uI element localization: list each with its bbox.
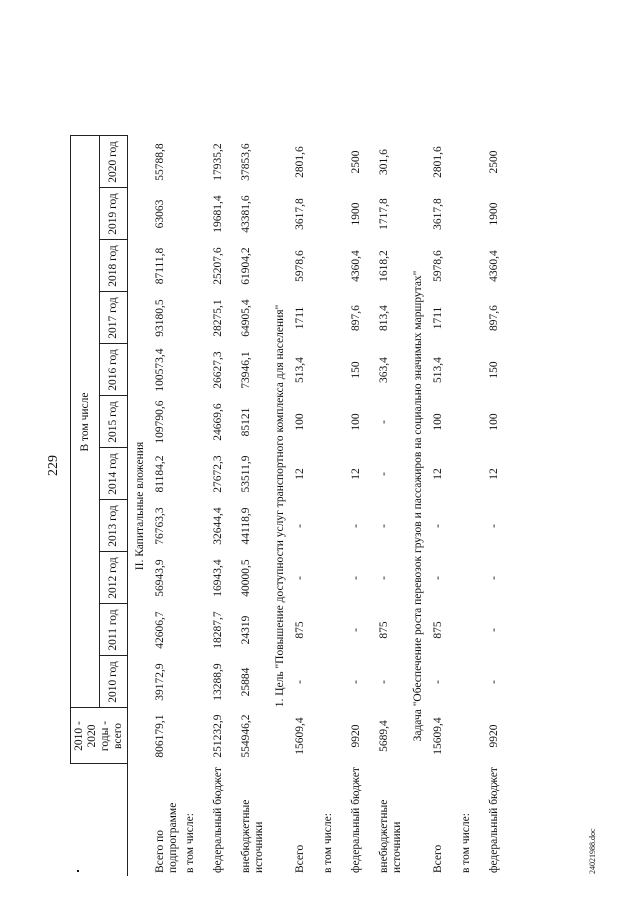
table-row xyxy=(320,136,348,876)
table-cell: 15609,4 xyxy=(294,717,306,755)
table-cell: - xyxy=(350,524,362,528)
header-year: 2010 год xyxy=(99,656,128,708)
table-cell: 25884 xyxy=(240,667,252,697)
table-cell xyxy=(458,500,486,552)
table-cell: 2801,6 xyxy=(432,146,444,178)
table-cell xyxy=(320,396,348,448)
table-cell: 1900 xyxy=(488,202,500,226)
table-cell xyxy=(182,136,210,188)
section-title: Задача "Обеспечение роста перевозок грузов и пассажиров на социально значимых маршрутах" xyxy=(412,270,424,742)
table-cell: 3617,8 xyxy=(294,198,306,230)
table-cell: - xyxy=(488,628,500,632)
header-year: 2020 год xyxy=(99,136,128,188)
table-cell: 85121 xyxy=(240,407,252,437)
header-total: 2010 - 2020 годы - всего xyxy=(71,708,128,764)
table-cell: 24319 xyxy=(240,615,252,645)
table-cell: 27672,3 xyxy=(212,455,224,493)
table-cell xyxy=(182,708,210,764)
table-cell: - xyxy=(432,524,444,528)
table-cell xyxy=(182,500,210,552)
table-cell xyxy=(182,604,210,656)
capital-investments-table xyxy=(70,136,514,877)
table-cell: 5978,6 xyxy=(432,250,444,282)
table-cell: 150 xyxy=(488,361,500,379)
table-body xyxy=(128,136,515,876)
table-cell xyxy=(458,656,486,708)
table-cell: 897,6 xyxy=(350,305,362,331)
table-cell: 5689,4 xyxy=(378,720,390,752)
table-row xyxy=(458,136,486,876)
table-cell xyxy=(320,708,348,764)
table-cell: 63063 xyxy=(154,199,166,229)
table-cell: - xyxy=(350,576,362,580)
page-number: 229 xyxy=(46,455,61,476)
table-cell: 40000,5 xyxy=(240,559,252,597)
table-cell: - xyxy=(488,524,500,528)
table-cell: 806179,1 xyxy=(154,714,166,758)
table-row xyxy=(292,136,320,876)
table-cell xyxy=(182,240,210,292)
table-cell: - xyxy=(294,524,306,528)
table-cell: 61904,2 xyxy=(240,247,252,285)
table-cell xyxy=(182,448,210,500)
table-cell: 9920 xyxy=(350,724,362,748)
section-title: II. Капитальные вложения xyxy=(134,441,146,571)
table-cell xyxy=(182,344,210,396)
row-label: Всего по подпрограмме xyxy=(154,802,179,873)
table-cell xyxy=(320,656,348,708)
row-label: федеральный бюджет xyxy=(212,767,224,873)
table-cell: 73946,1 xyxy=(240,351,252,389)
header-year: 2019 год xyxy=(99,188,128,240)
table-cell: - xyxy=(488,680,500,684)
table-row xyxy=(348,136,376,876)
table-cell: 32644,4 xyxy=(212,507,224,545)
table-cell: 87111,8 xyxy=(154,247,166,285)
table-cell: 5978,6 xyxy=(294,250,306,282)
table-cell: 42606,7 xyxy=(154,611,166,649)
table-cell: 28275,1 xyxy=(212,299,224,337)
rotated-table-area xyxy=(40,22,600,882)
header-group: В том числе xyxy=(71,136,100,708)
table-cell: 76763,3 xyxy=(154,507,166,545)
table-cell: 513,4 xyxy=(294,357,306,383)
table-cell: 150 xyxy=(350,361,362,379)
table-cell xyxy=(458,708,486,764)
table-cell: 55788,8 xyxy=(154,143,166,181)
section-title-row xyxy=(268,136,292,876)
table-row xyxy=(376,136,406,876)
table-cell: 100573,4 xyxy=(154,348,166,392)
table-cell: - xyxy=(488,576,500,580)
table-cell: 1717,8 xyxy=(378,198,390,230)
table-cell: 39172,9 xyxy=(154,663,166,701)
table-cell: 17935,2 xyxy=(212,143,224,181)
header-year: 2011 год xyxy=(99,604,128,656)
table-cell: 1618,2 xyxy=(378,250,390,282)
table-cell: 251232,9 xyxy=(212,714,224,758)
table-cell xyxy=(458,292,486,344)
table-cell xyxy=(458,448,486,500)
table-cell: 44118,9 xyxy=(240,507,252,545)
header-year: 2015 год xyxy=(99,396,128,448)
table-cell xyxy=(182,552,210,604)
header-year: 2014 год xyxy=(99,448,128,500)
table-cell: 12 xyxy=(432,468,444,480)
table-cell: 3617,8 xyxy=(432,198,444,230)
header-year: 2016 год xyxy=(99,344,128,396)
table-cell: 93180,5 xyxy=(154,299,166,337)
table-row xyxy=(486,136,514,876)
table-cell: 37853,6 xyxy=(240,143,252,181)
table-cell: 2801,6 xyxy=(294,146,306,178)
table-cell: 2500 xyxy=(488,150,500,174)
table-cell xyxy=(320,604,348,656)
table-cell: 12 xyxy=(294,468,306,480)
table-cell: 9920 xyxy=(488,724,500,748)
table-cell: 81184,2 xyxy=(154,455,166,493)
table-cell: 18287,7 xyxy=(212,611,224,649)
table-cell: - xyxy=(378,576,390,580)
table-cell: 100 xyxy=(350,413,362,431)
table-cell: 64905,4 xyxy=(240,299,252,337)
row-label: внебюджетные источники xyxy=(378,799,403,873)
table-cell: 12 xyxy=(488,468,500,480)
row-label: федеральный бюджет xyxy=(350,767,362,873)
table-cell: - xyxy=(378,524,390,528)
header-year: 2017 год xyxy=(99,292,128,344)
table-cell xyxy=(320,448,348,500)
header-year: 2012 год xyxy=(99,552,128,604)
table-cell: 19681,4 xyxy=(212,195,224,233)
table-cell: 15609,4 xyxy=(432,717,444,755)
row-label: федеральный бюджет xyxy=(488,767,500,873)
header-row-group xyxy=(71,136,100,876)
table-cell: 4360,4 xyxy=(350,250,362,282)
table-cell xyxy=(320,136,348,188)
table-cell xyxy=(182,656,210,708)
table-cell: 1711 xyxy=(432,306,444,330)
table-cell: 53511,9 xyxy=(240,455,252,493)
table-cell: 4360,4 xyxy=(488,250,500,282)
table-cell: - xyxy=(294,680,306,684)
section-title: 1. Цель "Повышение доступности услуг транспортного комплекса для населения" xyxy=(274,304,286,708)
table-cell xyxy=(320,500,348,552)
row-label: в том числе: xyxy=(322,813,334,873)
header-year: 2013 год xyxy=(99,500,128,552)
table-cell: - xyxy=(350,680,362,684)
row-label: внебюджетные источники xyxy=(240,799,265,873)
table-row xyxy=(238,136,268,876)
table-cell: 26627,3 xyxy=(212,351,224,389)
table-cell xyxy=(458,240,486,292)
table-cell: 1900 xyxy=(350,202,362,226)
table-cell xyxy=(182,188,210,240)
table-cell xyxy=(320,292,348,344)
table-cell: 301,6 xyxy=(378,149,390,175)
table-row xyxy=(152,136,182,876)
table-cell: 100 xyxy=(432,413,444,431)
table-cell xyxy=(458,344,486,396)
file-footer: 24021988.doc xyxy=(588,828,597,874)
table-cell: 12 xyxy=(350,468,362,480)
table-cell xyxy=(320,240,348,292)
table-cell: - xyxy=(378,680,390,684)
section-title-row xyxy=(406,136,430,876)
table-cell xyxy=(320,344,348,396)
table-cell: - xyxy=(294,576,306,580)
table-cell: 2500 xyxy=(350,150,362,174)
table-cell: 875 xyxy=(378,621,390,639)
header-empty-cell xyxy=(71,764,128,876)
table-cell: 897,6 xyxy=(488,305,500,331)
table-cell xyxy=(458,188,486,240)
table-cell xyxy=(182,396,210,448)
row-label: Всего xyxy=(432,844,444,873)
table-cell: 13288,9 xyxy=(212,663,224,701)
row-label: в том числе: xyxy=(184,813,196,873)
section-title-row xyxy=(128,136,153,876)
table-cell: - xyxy=(350,628,362,632)
table-cell: - xyxy=(432,680,444,684)
table-cell xyxy=(320,552,348,604)
table-cell: 100 xyxy=(294,413,306,431)
row-label: Всего xyxy=(294,844,306,873)
table-cell: - xyxy=(378,472,390,476)
row-label: в том числе: xyxy=(460,813,472,873)
header-year: 2018 год xyxy=(99,240,128,292)
table-cell: 875 xyxy=(294,621,306,639)
table-cell: 100 xyxy=(488,413,500,431)
table-cell: 25207,6 xyxy=(212,247,224,285)
table-cell xyxy=(458,604,486,656)
table-cell: 554946,2 xyxy=(240,714,252,758)
table-cell xyxy=(458,552,486,604)
table-cell: - xyxy=(432,576,444,580)
table-cell: 16943,4 xyxy=(212,559,224,597)
table-cell: - xyxy=(378,420,390,424)
table-cell: 56943,9 xyxy=(154,559,166,597)
table-row xyxy=(210,136,238,876)
table-cell: 109790,6 xyxy=(154,400,166,444)
table-row xyxy=(430,136,458,876)
table-row xyxy=(182,136,210,876)
table-cell: 24669,6 xyxy=(212,403,224,441)
table-cell: 513,4 xyxy=(432,357,444,383)
table-cell: 813,4 xyxy=(378,305,390,331)
table-cell xyxy=(458,136,486,188)
table-cell: 875 xyxy=(432,621,444,639)
table-cell xyxy=(458,396,486,448)
table-cell: 1711 xyxy=(294,306,306,330)
table-cell xyxy=(320,188,348,240)
table-cell: 43381,6 xyxy=(240,195,252,233)
table-cell: 363,4 xyxy=(378,357,390,383)
table-cell xyxy=(182,292,210,344)
